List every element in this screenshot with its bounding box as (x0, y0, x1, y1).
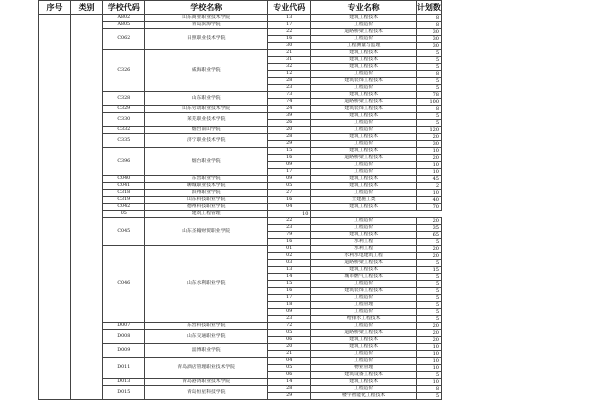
plan-cell: 10 (416, 365, 441, 372)
major-name-cell: 工程造价 (311, 190, 416, 197)
plan-cell: 30 (416, 141, 441, 148)
school-name-cell: 青岛滨海学院 (145, 22, 268, 29)
plan-cell: 65 (416, 232, 441, 239)
major-name-cell: 建筑工程技术 (311, 183, 416, 190)
school-name-cell: 日照职业技术学院 (145, 29, 268, 50)
plan-cell: 5 (416, 309, 441, 316)
plan-cell: 5 (416, 393, 441, 400)
plan-cell: 20 (416, 155, 441, 162)
major-code-cell: 23 (267, 316, 311, 323)
major-name-cell: 工程管理 (311, 302, 416, 309)
plan-cell: 10 (416, 344, 441, 351)
plan-cell: 20 (416, 337, 441, 344)
major-name-cell: 楼宇智能化工程技术 (311, 393, 416, 400)
major-code-cell: 16 (267, 288, 311, 295)
plan-cell: 10 (416, 148, 441, 155)
major-code-cell: 16 (267, 155, 311, 162)
major-code-cell: 23 (267, 85, 311, 92)
major-name-cell: 工程造价 (311, 36, 416, 43)
plan-cell: 30 (416, 43, 441, 50)
major-code-cell: 28 (267, 134, 311, 141)
school-code-cell: D011 (103, 358, 145, 379)
plan-cell: 5 (416, 57, 441, 64)
major-name-cell: 工程造价 (311, 323, 416, 330)
major-code-cell: 06 (267, 372, 311, 379)
major-code-cell: 04 (267, 358, 311, 365)
plan-cell: 30 (416, 36, 441, 43)
major-name-cell: 工程造价 (311, 281, 416, 288)
school-name-cell: 山东交通职业学院 (145, 330, 268, 344)
major-name-cell: 城市燃气工程技术 (311, 274, 416, 281)
table-body (39, 15, 442, 400)
major-code-cell: 01 (267, 246, 311, 253)
school-code-cell: C326 (103, 50, 145, 92)
major-name-cell: 建筑工程技术 (311, 15, 416, 22)
school-code-cell: C328 (103, 92, 145, 106)
school-name-cell: 德州科技职业学院 (145, 204, 268, 211)
major-name-cell: 工程造价 (311, 120, 416, 127)
major-code-cell: 27 (267, 190, 311, 197)
school-code-cell: A802 (103, 15, 145, 22)
major-name-cell: 工程造价 (311, 295, 416, 302)
major-name-cell: 建筑装饰工程技术 (311, 78, 416, 85)
header-school-name: 学校名称 (145, 1, 268, 15)
school-code-cell: C332 (103, 127, 145, 134)
plan-cell: 8 (416, 22, 441, 29)
plan-cell: 15 (416, 267, 441, 274)
major-code-cell: 05 (267, 330, 311, 337)
major-code-cell: 28 (267, 78, 311, 85)
table-row (39, 15, 442, 22)
school-name-cell: 淄博职业学院 (145, 344, 268, 358)
plan-cell: 10 (416, 169, 441, 176)
plan-cell: 10 (416, 162, 441, 169)
plan-cell: 20 (416, 246, 441, 253)
major-name-cell: 水利工程 (311, 246, 416, 253)
school-name-cell: 青岛恒星科技学院 (145, 386, 268, 400)
major-name-cell: 水利水电建筑工程 (311, 253, 416, 260)
major-code-cell: 06 (267, 337, 311, 344)
plan-cell: 8 (416, 71, 441, 78)
major-code-cell: 16 (267, 239, 311, 246)
major-name-cell: 建筑工程技术 (311, 64, 416, 71)
major-name-cell: 道路桥梁工程技术 (311, 260, 416, 267)
header-row (39, 1, 442, 15)
school-name-cell: 威海职业学院 (145, 50, 268, 92)
major-code-cell: 13 (267, 267, 311, 274)
index-cell (39, 15, 71, 400)
major-code-cell: 02 (267, 253, 311, 260)
major-code-cell: 30 (267, 43, 311, 50)
school-code-cell: A805 (103, 22, 145, 29)
major-name-cell: 建筑工程技术 (311, 344, 416, 351)
major-code-cell: 17 (267, 169, 311, 176)
plan-cell: 20 (416, 323, 441, 330)
major-code-cell: 23 (267, 225, 311, 232)
header-category: 类别 (71, 1, 103, 15)
major-code-cell: 09 (267, 162, 311, 169)
major-code-cell: 15 (267, 148, 311, 155)
school-name-cell: 青岛酒店管理职业技术学院 (145, 358, 268, 379)
major-code-cell: 79 (267, 232, 311, 239)
school-name-cell: 青岛港湾职业技术学院 (145, 379, 268, 386)
school-name-cell: 东营职业学院 (145, 176, 268, 183)
major-code-cell: 29 (267, 141, 311, 148)
plan-cell: 5 (416, 50, 441, 57)
major-name-cell: 工程造价 (311, 85, 416, 92)
school-code-cell: D015 (103, 386, 145, 400)
major-code-cell: 09 (267, 176, 311, 183)
plan-cell: 5 (416, 372, 441, 379)
school-code-cell: D009 (103, 344, 145, 358)
school-name-cell: 滨州职业学院 (145, 190, 268, 197)
major-name-cell: 工程造价 (311, 22, 416, 29)
major-code-cell: 16 (267, 197, 311, 204)
major-code-cell: 72 (267, 323, 311, 330)
plan-cell: 5 (416, 78, 441, 85)
school-name-cell: 东营科技职业学院 (145, 323, 268, 330)
school-name-cell: 聊城职业技术学院 (145, 183, 268, 190)
major-name-cell: 给排水工程技术 (311, 316, 416, 323)
major-code-cell: 20 (267, 344, 311, 351)
major-code-cell: 29 (267, 393, 311, 400)
major-name-cell: 建筑工程技术 (311, 113, 416, 120)
major-code-cell: 03 (267, 260, 311, 267)
school-name-cell: 山东水利职业学院 (145, 246, 268, 323)
plan-cell: 10 (416, 351, 441, 358)
header-major-name: 专业名称 (311, 1, 416, 15)
plan-cell: 120 (416, 127, 441, 134)
school-name-cell: 山东圣翰财贸职业学院 (145, 218, 268, 246)
major-code-cell: 20 (267, 127, 311, 134)
school-name-cell: 济宁职业技术学院 (145, 134, 268, 148)
major-name-cell: 建筑工程管理 (145, 211, 268, 218)
major-name-cell: 工程造价 (311, 351, 416, 358)
major-code-cell: 26 (267, 120, 311, 127)
major-code-cell: 05 (267, 365, 311, 372)
major-code-cell: 17 (267, 22, 311, 29)
plan-cell: 5 (416, 302, 441, 309)
plan-cell: 8 (416, 15, 441, 22)
major-name-cell: 工程测量与监理 (311, 43, 416, 50)
school-code-cell: C329 (103, 106, 145, 113)
header-plan: 计划数 (416, 1, 441, 15)
school-code-cell: C046 (103, 246, 145, 323)
major-name-cell: 工程造价 (311, 162, 416, 169)
school-name-cell: 烟台南山学院 (145, 127, 268, 134)
plan-cell: 100 (416, 99, 441, 106)
major-code-cell: 05 (103, 211, 145, 218)
major-name-cell: 建筑工程技术 (311, 92, 416, 99)
header-index: 序号 (39, 1, 71, 15)
school-code-cell: D013 (103, 379, 145, 386)
major-name-cell: 建筑工程技术 (311, 50, 416, 57)
major-code-cell: 12 (267, 71, 311, 78)
plan-cell: 78 (416, 92, 441, 99)
school-code-cell: D008 (103, 330, 145, 344)
school-code-cell: C330 (103, 113, 145, 127)
plan-cell: 20 (416, 218, 441, 225)
major-name-cell: 工程造价 (311, 309, 416, 316)
plan-cell: 5 (416, 288, 441, 295)
category-cell (71, 15, 103, 400)
major-code-cell: 15 (267, 281, 311, 288)
major-name-cell: 道路桥梁工程技术 (311, 330, 416, 337)
major-name-cell: 道路桥梁工程技术 (311, 29, 416, 36)
major-code-cell: 14 (267, 274, 311, 281)
plan-cell: 45 (416, 176, 441, 183)
plan-cell: 40 (416, 197, 441, 204)
major-name-cell: 工程造价 (311, 358, 416, 365)
plan-cell: 10 (267, 211, 311, 218)
major-code-cell: 21 (267, 50, 311, 57)
major-name-cell: 建筑工程技术 (311, 267, 416, 274)
header-major-code: 专业代码 (267, 1, 311, 15)
major-code-cell: 32 (267, 64, 311, 71)
major-name-cell: 工程造价 (311, 71, 416, 78)
plan-cell: 5 (416, 274, 441, 281)
school-name-cell: 山东职业学院 (145, 92, 268, 106)
major-code-cell: 14 (267, 379, 311, 386)
plan-cell: 10 (416, 379, 441, 386)
major-code-cell: 24 (267, 106, 311, 113)
plan-cell: 5 (416, 260, 441, 267)
school-name-cell: 烟台职业学院 (145, 148, 268, 176)
school-code-cell: C041 (103, 183, 145, 190)
plan-cell: 5 (416, 85, 441, 92)
major-code-cell: 13 (267, 15, 311, 22)
major-code-cell: 05 (267, 183, 311, 190)
major-name-cell: 建筑工程技术 (311, 379, 416, 386)
spreadsheet (38, 0, 564, 400)
major-code-cell: 28 (267, 386, 311, 393)
major-name-cell: 工程造价 (311, 386, 416, 393)
major-code-cell: 22 (267, 218, 311, 225)
plan-cell: 8 (416, 106, 441, 113)
enrollment-plan-table (38, 0, 442, 400)
plan-cell: 35 (416, 225, 441, 232)
plan-cell: 8 (416, 386, 441, 393)
major-code-cell: 73 (267, 92, 311, 99)
major-name-cell: 建筑工程技术 (311, 337, 416, 344)
plan-cell: 5 (416, 295, 441, 302)
major-code-cell: 22 (267, 29, 311, 36)
school-code-cell: C318 (103, 190, 145, 197)
school-code-cell: D007 (103, 323, 145, 330)
school-code-cell: C045 (103, 218, 145, 246)
plan-cell: 30 (416, 29, 441, 36)
major-code-cell: 74 (267, 99, 311, 106)
major-code-cell: 18 (267, 302, 311, 309)
major-name-cell: 水利工程 (311, 239, 416, 246)
school-code-cell: C396 (103, 148, 145, 176)
major-code-cell: 17 (267, 295, 311, 302)
major-code-cell: 16 (267, 36, 311, 43)
major-name-cell: 建筑装饰工程技术 (311, 106, 416, 113)
major-code-cell: 09 (267, 309, 311, 316)
major-name-cell: 建筑工程技术 (311, 204, 416, 211)
school-code-cell: C335 (103, 134, 145, 148)
major-name-cell: 土建施工类 (311, 197, 416, 204)
major-name-cell: 建筑工程技术 (311, 176, 416, 183)
plan-cell: 2 (416, 183, 441, 190)
major-name-cell: 工程造价 (311, 218, 416, 225)
plan-cell: 20 (416, 134, 441, 141)
plan-cell: 5 (416, 64, 441, 71)
school-code-cell: C319 (103, 197, 145, 204)
major-name-cell: 建筑设备工程技术 (311, 372, 416, 379)
major-name-cell: 建筑装饰工程技术 (311, 288, 416, 295)
major-name-cell: 工程造价 (311, 127, 416, 134)
major-name-cell: 道路桥梁工程技术 (311, 155, 416, 162)
major-name-cell: 道路桥梁工程技术 (311, 99, 416, 106)
school-name-cell: 山东劳动职业技术学院 (145, 106, 268, 113)
school-code-cell: C040 (103, 176, 145, 183)
major-code-cell: 21 (267, 351, 311, 358)
major-name-cell: 建筑工程技术 (311, 148, 416, 155)
major-name-cell: 建筑工程技术 (311, 57, 416, 64)
plan-cell: 10 (416, 190, 441, 197)
major-name-cell: 建筑工程技术 (311, 232, 416, 239)
major-code-cell: 04 (267, 204, 311, 211)
plan-cell: 5 (416, 113, 441, 120)
major-name-cell: 工程造价 (311, 141, 416, 148)
plan-cell: 5 (416, 281, 441, 288)
school-name-cell: 山东科技职业学院 (145, 197, 268, 204)
school-name-cell: 山东商业职业技术学院 (145, 15, 268, 22)
plan-cell: 20 (416, 253, 441, 260)
plan-cell: 5 (416, 120, 441, 127)
plan-cell: 20 (416, 330, 441, 337)
major-code-cell: 31 (267, 57, 311, 64)
major-name-cell: 物业管理 (311, 365, 416, 372)
major-code-cell: 39 (267, 113, 311, 120)
major-name-cell: 工程造价 (311, 169, 416, 176)
plan-cell: 10 (416, 358, 441, 365)
school-code-cell: C062 (103, 29, 145, 50)
header-school-code: 学校代码 (103, 1, 145, 15)
plan-cell: 5 (416, 239, 441, 246)
major-name-cell: 建筑工程技术 (311, 134, 416, 141)
major-name-cell: 工程造价 (311, 225, 416, 232)
plan-cell: 5 (416, 316, 441, 323)
school-name-cell: 莱芜职业技术学院 (145, 113, 268, 127)
plan-cell: 70 (416, 204, 441, 211)
school-code-cell: C042 (103, 204, 145, 211)
